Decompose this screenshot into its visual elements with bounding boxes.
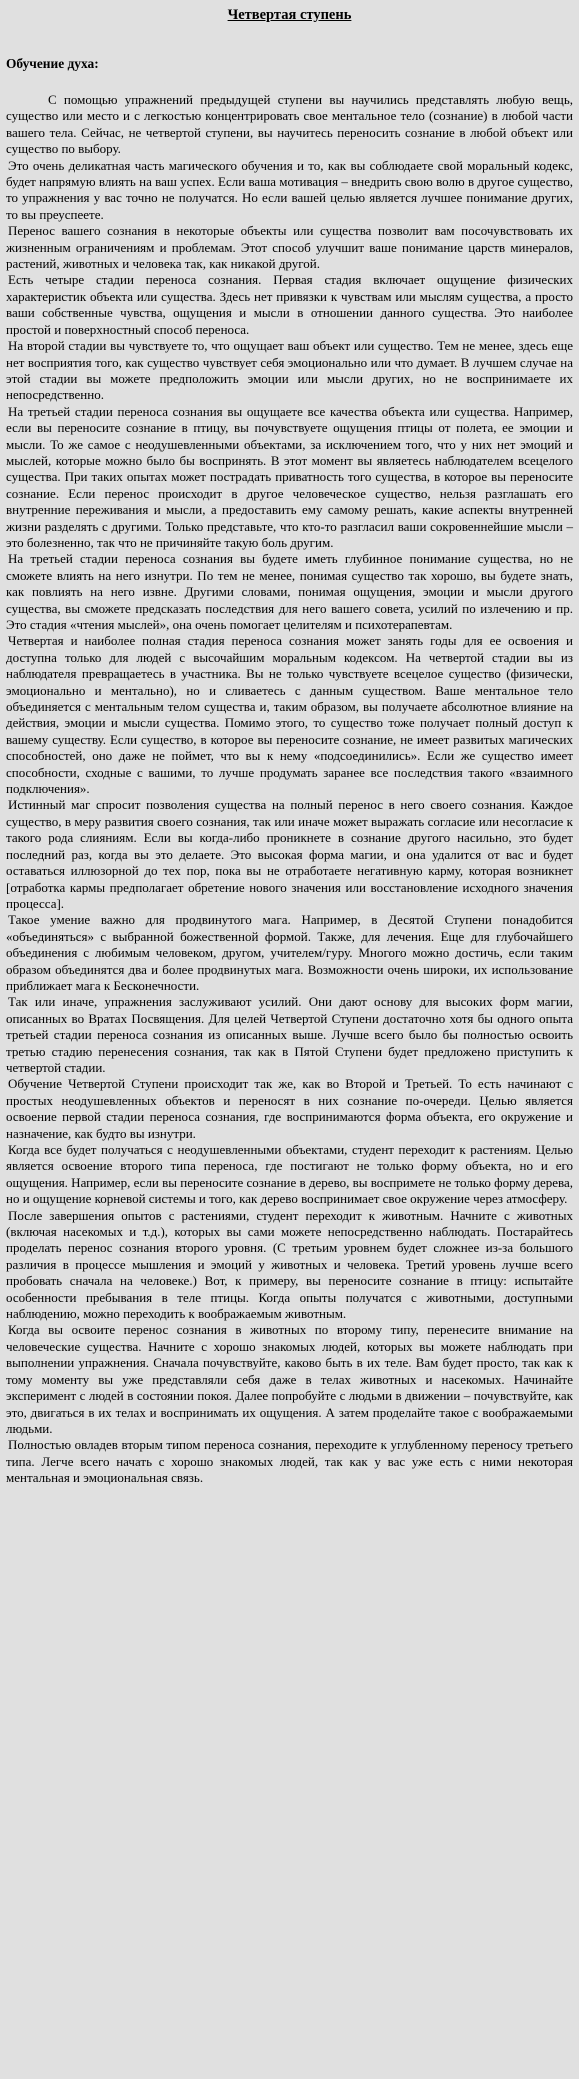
paragraph: Истинный маг спросит позволения существа на полный перенос в него своего сознания. Каждое существо, в меру развития своего сознания, так или иначе может выражать согласие или несогласие к такого рода слияниям. Если вы когда-либо проникнете в сознание другого насильно, это будет последний раз, когда вы это делаете. Это высокая форма магии, и она удалится от вас и будет оставаться иллюзорной до тех пор, пока вы не отработаете негативную карму, которая возникнет [отработка кармы предполагает обретение нового значения или восстановление исходного значения процесса].	[6, 797, 573, 911]
paragraph: Так или иначе, упражнения заслуживают усилий. Они дают основу для высоких форм магии, описанных во Вратах Посвящения. Для целей Четвертой Ступени достаточно хотя бы одного опыта третьей стадии переноса сознания из описанных выше. Лучше всего было бы полностью освоить третью стадию перенесения сознания, так как в Пятой Ступени будет предложено приступить к четвертой стадии.	[6, 994, 573, 1075]
paragraph: Когда все будет получаться с неодушевленными объектами, студент переходит к растениям. Целью является освоение второго типа переноса, где постигают не только форму объекта, но и его ощущения. Например, если вы переносите сознание в дерево, вы воспримете не только форму дерева, но и ощущение корневой системы и того, как дерево воспринимает свое окружение через атмосферу.	[6, 1142, 573, 1207]
paragraph: С помощью упражнений предыдущей ступени вы научились представлять любую вещь, существо или место и с легкостью концентрировать свое ментальное тело (сознание) в любой части вашего тела. Сейчас, не четвертой ступени, вы научитесь переносить сознание в любой объект или существо по выбору.	[6, 92, 573, 157]
paragraph: После завершения опытов с растениями, студент переходит к животным. Начните с животных (включая насекомых и т.д.), которых вы сами можете непосредственно наблюдать. Постарайтесь проделать перенос сознания второго уровня. (С третьим уровнем будет сложнее из-за большого различия в процессе мышления и эмоций у животных и человека. Третий уровень лучше всего пробовать сначала на человеке.) Вот, к примеру, вы переносите сознание в птицу: испытайте особенности пребывания в теле птицы. Когда опыты получатся с животными, доступными наблюдению, можно переходить к воображаемым животным.	[6, 1207, 573, 1322]
paragraph: Перенос вашего сознания в некоторые объекты или существа позволит вам посочувствовать их жизненным ограничениям и проблемам. Этот способ улучшит ваше понимание царств минералов, растений, животных и человека так, как никакой другой.	[6, 223, 573, 272]
section-heading: Обучение духа:	[6, 56, 99, 71]
paragraph: Полностью овладев вторым типом переноса сознания, переходите к углубленному переносу третьего типа. Легче всего начать с хорошо знакомых людей, так как у вас уже есть с ними некоторая ментальная и эмоциональная связь.	[6, 1437, 573, 1486]
paragraph: На третьей стадии переноса сознания вы будете иметь глубинное понимание существа, но не сможете влиять на него изнутри. По тем не менее, понимая существо так хорошо, вы будете знать, как повлиять на него извне. Другими словами, понимая ощущения, эмоции и мысли другого существа, вы сможете предсказать последствия для него вашего совета, усилий по излечению и пр. Это стадия «чтения мыслей», она очень помогает целителям и психотерапевтам.	[6, 551, 573, 632]
paragraph: Это очень деликатная часть магического обучения и то, как вы соблюдаете свой моральный кодекс, будет напрямую влиять на ваш успех. Если ваша мотивация – внедрить свою волю в другое существо, то упражнения у вас точно не получатся. Но если вашей целью является лучшее понимание других, то вы преуспеете.	[6, 157, 573, 222]
paragraph: На третьей стадии переноса сознания вы ощущаете все качества объекта или существа. Например, если вы переносите сознание в птицу, вы почувствуете ощущения птицы от полета, ее эмоции и мысли. То же самое с неодушевленными объектами, за исключением того, что у них нет эмоций и мыслей, которые можно было бы воспринять. В этот момент вы являетесь наблюдателем всецелого существа. При таких опытах может пострадать приватность того существа, в которое вы переносите сознание. Если перенос происходит в другое человеческое существо, нельзя разглашать его внутренние переживания и мысли, а предоставить ему самому решать, какие аспекты внутренней жизни разделять с другими. Только представьте, что кто-то разгласил ваши сокровеннейшие мысли – это болезненно, так что не причиняйте такую боль другим.	[6, 403, 573, 550]
paragraph: Такое умение важно для продвинутого мага. Например, в Десятой Ступени понадобится «объединяться» с выбранной божественной формой. Также, для лечения. Еще для глубочайшего объединения с любимым человеком, другом, учителем/гуру. Многого можно достичь, если таким образом объединятся два и более продвинутых мага. Возможности очень широки, их использование приближает мага к Бесконечности.	[6, 912, 573, 993]
paragraph: Обучение Четвертой Ступени происходит так же, как во Второй и Третьей. То есть начинают с простых неодушевленных объектов и переносят в них сознание по-очереди. Целью является освоение первой стадии переноса сознания, где воспринимаются форма объекта, его окружение и назначение, как будто вы изнутри.	[6, 1076, 573, 1141]
page-title: Четвертая ступень	[227, 7, 352, 23]
paragraph: На второй стадии вы чувствуете то, что ощущает ваш объект или существо. Тем не менее, здесь еще нет восприятия того, как существо чувствует себя эмоционально или что думает. В лучшем случае на этой стадии вы можете предположить эмоции или мысли других, но не воспринимаете их непосредственно.	[6, 338, 573, 403]
paragraph: Когда вы освоите перенос сознания в животных по второму типу, перенесите внимание на человеческие существа. Начните с хорошо знакомых людей, которых вы можете наблюдать при выполнении упражнения. Сначала почувствуйте, каково быть в их теле. Вам будет просто, так как к тому моменту вы уже представляли себя даже в телах животных и насекомых. Начинайте эксперимент с людей в состоянии покоя. Далее попробуйте с людьми в движении – почувствуйте, как это, двигаться в их телах и воспринимать их ощущения. А затем проделайте такое с воображаемыми людьми.	[6, 1322, 573, 1436]
paragraph: Есть четыре стадии переноса сознания. Первая стадия включает ощущение физических характеристик объекта или существа. Здесь нет привязки к чувствам или мыслям существа, а просто ваши собственные чувства, ощущения и мысли в отношении данного существа. Это наиболее простой и поверхностный способ переноса.	[6, 272, 573, 337]
paragraph: Четвертая и наиболее полная стадия переноса сознания может занять годы для ее освоения и доступна только для людей с высочайшим моральным кодексом. На четвертой стадии вы из наблюдателя превращаетесь в участника. Вы не только чувствуете всецелое существо (физически, эмоционально и ментально), но и сливаетесь с данным существом. Ваше ментальное тело объединяется с ментальным телом существа и, таким образом, вы получаете абсолютное влияние на действия, эмоции и мысли существа. Помимо этого, то существо тоже получает полный доступ к вашему существу. Если существо, в которое вы переносите сознание, не имеет развитых магических способностей, оно даже не поймет, что вы к нему «подсоединились». Если же существо имеет способности, сходные с вашими, то лучше продумать заранее все последствия такого «взаимного подключения».	[6, 633, 573, 797]
